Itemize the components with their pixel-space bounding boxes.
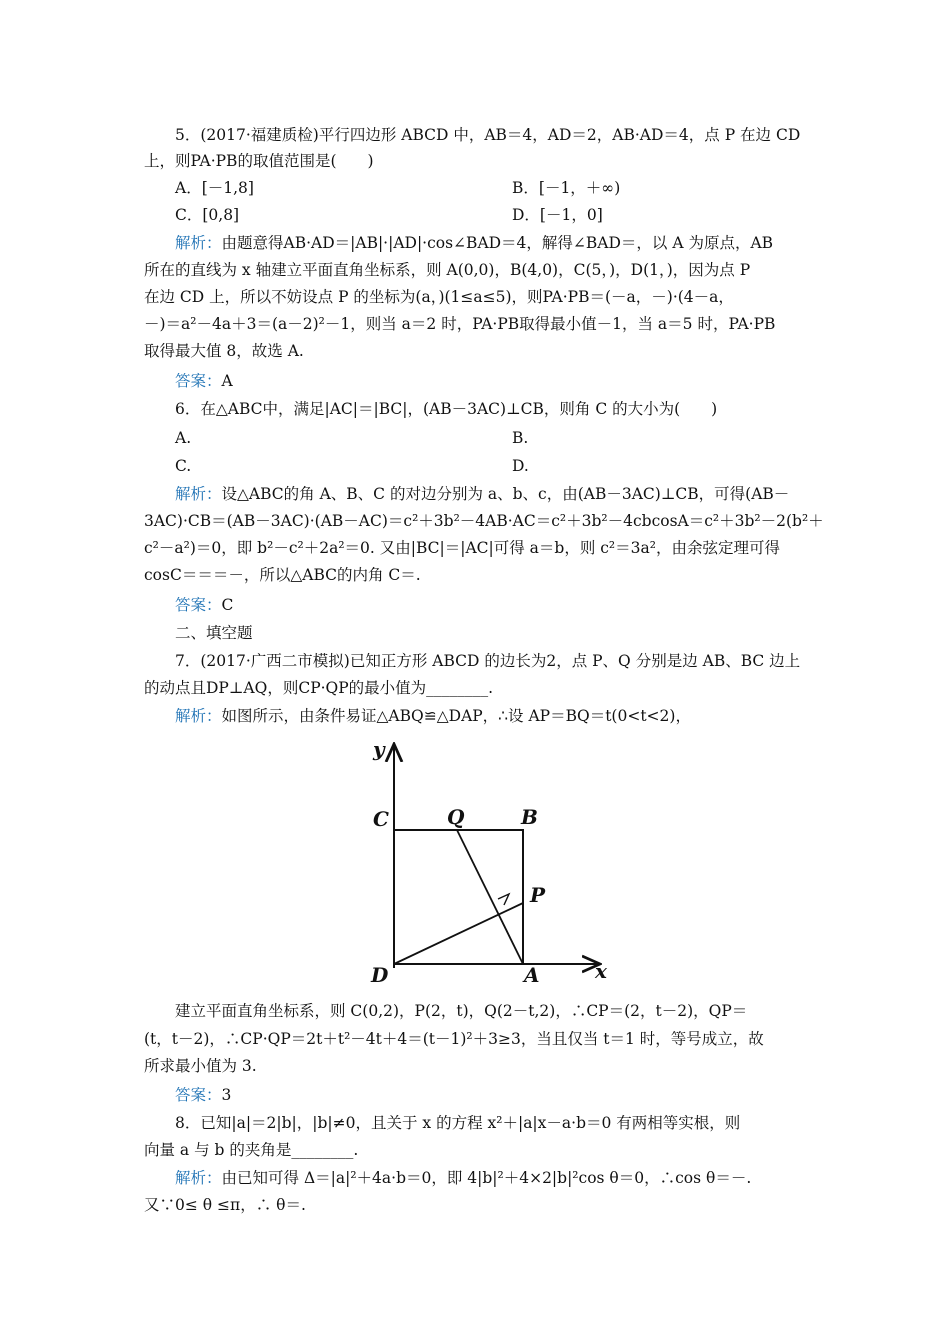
- q5-stem-line1: 5．(2017·福建质检)平行四边形 ABCD 中，AB＝4，AD＝2，AB·AD＝4，点 P 在边 CD: [175, 126, 801, 144]
- label-a: A: [524, 963, 540, 986]
- solution-label: 解析：: [175, 707, 222, 725]
- label-q: Q: [447, 805, 465, 829]
- q8-stem-line1: 8．已知|a|＝2|b|，|b|≠0，且关于 x 的方程 x²＋|a|x－a·b＝0 有两相等实根，则: [175, 1114, 741, 1132]
- solution-label: 解析：: [175, 234, 222, 252]
- label-c: C: [373, 807, 389, 831]
- q7-after-line3: 所求最小值为 3.: [144, 1057, 257, 1075]
- q6-option-a: A.: [175, 429, 192, 447]
- q7-solution-text1: 如图所示，由条件易证△ABQ≌△DAP，∴设 AP＝BQ＝t(0<t<2)，: [221, 707, 691, 725]
- q5-solution-line2: 所在的直线为 x 轴建立平面直角坐标系，则 A(0,0)，B(4,0)，C(5，)，D(1，)，因为点 P: [144, 261, 751, 279]
- q5-solution-line1: [175, 232, 773, 254]
- q7-stem-line2: 的动点且DP⊥AQ，则CP·QP的最小值为________.: [144, 679, 494, 697]
- q8-solution-line1: [175, 1167, 751, 1189]
- section-heading: 二、填空题: [175, 624, 253, 642]
- q8-solution-text1: 由已知可得 Δ＝|a|²＋4a·b＝0，即 4|b|²＋4×2|b|²cos θ＝0，∴cos θ＝－.: [221, 1169, 752, 1187]
- right-angle-mark: [498, 894, 509, 905]
- q6-answer-value: C: [221, 596, 234, 614]
- q7-after-line1: 建立平面直角坐标系，则 C(0,2)，P(2，t)，Q(2－t,2)，∴CP＝(2，t－2)，QP＝: [175, 1002, 748, 1020]
- q6-option-c: C.: [175, 457, 192, 475]
- q6-option-b: B.: [512, 429, 529, 447]
- label-d: D: [371, 963, 389, 986]
- q6-stem-line1: 6．在△ABC中，满足|AC|＝|BC|，(AB－3AC)⊥CB，则角 C 的大小为( ): [175, 400, 718, 418]
- q7-answer: [175, 1084, 231, 1106]
- q7-stem-line1: 7．(2017·广西二市模拟)已知正方形 ABCD 的边长为2，点 P、Q 分别是边 AB、BC 边上: [175, 652, 801, 670]
- q6-solution-line3: c²－a²)＝0，即 b²－c²＋2a²＝0. 又由|BC|＝|AC|可得 a＝b，则 c²＝3a²，由余弦定理可得: [144, 539, 780, 557]
- q7-answer-value: 3: [221, 1086, 232, 1104]
- q5-option-a: A．[－1,8]: [175, 179, 254, 197]
- q5-stem-line2: 上，则PA·PB的取值范围是( ): [144, 152, 374, 170]
- q5-solution-line4: －)＝a²－4a＋3＝(a－2)²－1，则当 a＝2 时，PA·PB取得最小值－1，当 a＝5 时，PA·PB: [144, 315, 776, 333]
- q5-solution-line5: 取得最大值 8，故选 A.: [144, 342, 304, 360]
- segment-dp: [394, 903, 523, 964]
- label-x: x: [595, 959, 607, 983]
- q5-solution-text1: 由题意得AB·AD＝|AB|·|AD|·cos∠BAD＝4，解得∠BAD＝，以 A 为原点，AB: [221, 234, 774, 252]
- answer-label: 答案：: [175, 1086, 222, 1104]
- q6-solution-line4: cosC＝＝＝－，所以△ABC的内角 C＝.: [144, 566, 421, 584]
- q6-solution-line2: 3AC)·CB＝(AB－3AC)·(AB－AC)＝c²＋3b²－4AB·AC＝c²＋3b²－4cbcosA＝c²＋3b²－2(b²＋: [144, 512, 824, 530]
- square-coordinate-figure: [365, 736, 625, 986]
- label-b: B: [521, 805, 538, 829]
- q6-option-d: D.: [512, 457, 529, 475]
- q5-answer-value: A: [221, 372, 233, 390]
- label-p: P: [530, 883, 546, 907]
- q5-option-d: D．[－1，0]: [512, 206, 603, 224]
- q7-after-line2: (t，t－2)，∴CP·QP＝2t＋t²－4t＋4＝(t－1)²＋3≥3，当且仅当 t＝1 时，等号成立，故: [144, 1030, 764, 1048]
- q6-answer: [175, 594, 233, 616]
- q8-stem-line2: 向量 a 与 b 的夹角是________.: [144, 1141, 359, 1159]
- q8-solution-line2: 又∵0≤ θ ≤π，∴ θ＝.: [144, 1196, 306, 1214]
- solution-label: 解析：: [175, 1169, 222, 1187]
- q6-solution-text1: 设△ABC的角 A、B、C 的对边分别为 a、b、c，由(AB－3AC)⊥CB，可得(AB－: [221, 485, 790, 503]
- q5-solution-line3: 在边 CD 上，所以不妨设点 P 的坐标为(a，)(1≤a≤5)，则PA·PB＝(－a，－)·(4－a，: [144, 288, 734, 306]
- solution-label: 解析：: [175, 485, 222, 503]
- label-y: y: [373, 737, 385, 761]
- segment-aq: [457, 830, 523, 964]
- q5-option-b: B．[－1，＋∞): [512, 179, 621, 197]
- q5-option-c: C．[0,8]: [175, 206, 240, 224]
- q6-solution-line1: [175, 483, 789, 505]
- q7-solution-line1: [175, 705, 691, 727]
- q5-answer: [175, 370, 233, 392]
- answer-label: 答案：: [175, 596, 222, 614]
- answer-label: 答案：: [175, 372, 222, 390]
